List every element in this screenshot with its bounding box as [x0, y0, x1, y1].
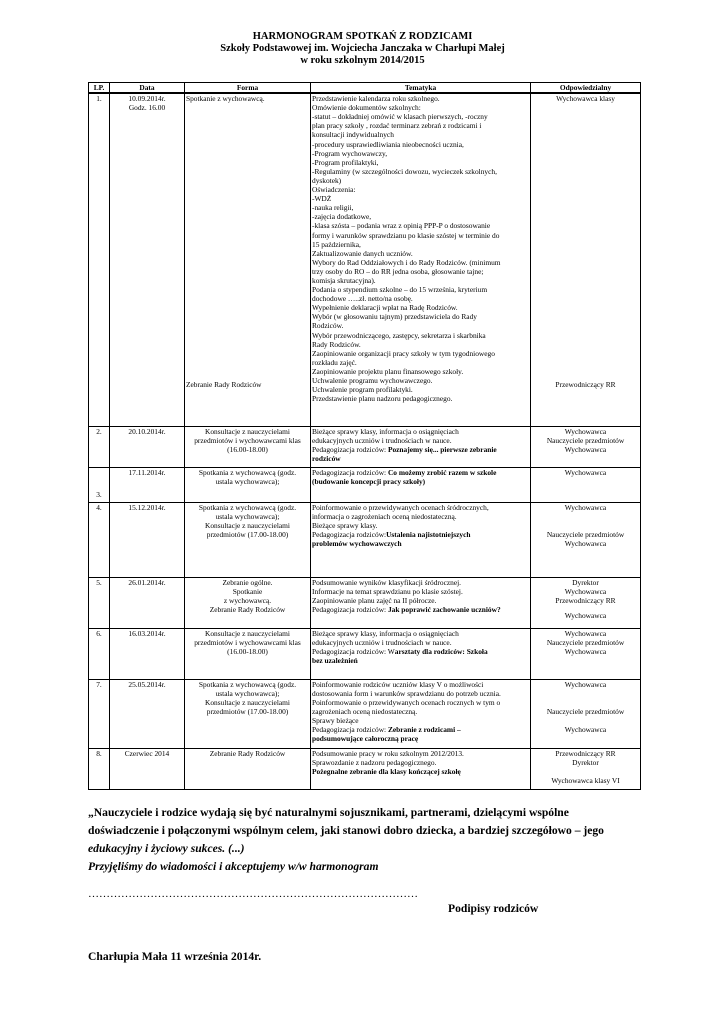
col-header-data: Data — [110, 83, 185, 94]
col-header-tematyka: Tematyka — [311, 83, 531, 94]
row-lp: 4. — [89, 502, 110, 577]
row-odpowiedzialny: Wychowawca — [531, 467, 641, 502]
row-forma: Spotkanie z wychowawcą. Zebranie Rady Rodziców — [185, 93, 311, 426]
schedule-table — [88, 82, 641, 790]
tematyka-line: Przedstawienie planu nadzoru pedagogicznego. — [312, 394, 453, 404]
tematyka-line: -klasa szósta – podania wraz z opinią PPP-P o dostosowanie — [312, 221, 491, 231]
table-row — [89, 577, 641, 628]
tematyka-line: dochodowe …..zł. netto/na osobę. — [312, 294, 413, 304]
tematyka-line: Zaopiniowanie organizacji pracy szkoły w tym tygodniowego — [312, 348, 495, 358]
tematyka-line: -Regulaminy (w szczególności dowozu, wycieczek szkolnych, — [312, 166, 497, 176]
row-lp: 7. — [89, 679, 110, 748]
school-name: Szkoły Podstawowej im. Wojciecha Janczaka w Charłupi Małej — [220, 43, 505, 54]
tematyka-line: dyskotek) — [312, 175, 342, 185]
row-date: 25.05.2014r. — [110, 679, 185, 748]
tematyka-line: Rodziców. — [312, 321, 344, 331]
acceptance-line: Przyjęliśmy do wiadomości i akceptujemy w/w harmonogram — [88, 860, 379, 873]
tematyka-line: Uchwalenie programu wychowawczego. — [312, 376, 433, 385]
tematyka-line: -nauka religii, — [312, 203, 354, 213]
document-title: HARMONOGRAM SPOTKAŃ Z RODZICAMI — [252, 31, 473, 42]
table-row — [89, 679, 641, 748]
row-lp: 8. — [89, 748, 110, 789]
tematyka-line: konsultacji indywidualnych — [312, 130, 394, 140]
tematyka-line: 15 października, — [312, 239, 361, 249]
table-row — [89, 426, 641, 467]
row-odpowiedzialny: Wychowawca Nauczyciele przedmiotów Wychowawca — [531, 502, 641, 577]
table-row — [89, 628, 641, 679]
tematyka-line: Zaktualizowanie danych uczniów. — [312, 248, 413, 258]
col-header-lp: LP. — [89, 83, 110, 94]
tematyka-line: Wybór przewodniczącego, zastępcy, sekretarza i skarbnika — [312, 330, 486, 340]
row-date: Czerwiec 2014 — [110, 748, 185, 789]
row-lp: 3. — [89, 467, 110, 502]
row-forma: Spotkania z wychowawcą (godz. ustala wychowawca); Konsultacje z nauczycielami przedmiotów (17.00-18.00) — [185, 502, 311, 577]
tematyka-line: Podania o stypendium szkolne – do 15 września, kryterium — [312, 285, 488, 295]
row-tematyka: Podsumowanie pracy w roku szkolnym 2012/2013. Sprawozdanie z nadzoru pedagogicznego. Pożegnalne zebranie dla klasy kończącej szkołę — [311, 748, 531, 789]
tematyka-line: komisja skrutacyjna). — [312, 275, 376, 285]
quote-line: doświadczenie i połączonymi wspólnym celem, jaki stanowi dobro dziecka, a bardziej szczegółowo – jego — [88, 824, 604, 837]
col-header-odpowiedzialny: Odpowiedzialny — [531, 83, 641, 94]
tematyka-line: Oświadczenia: — [312, 185, 356, 195]
row-forma: Spotkania z wychowawcą (godz. ustala wychowawca); — [185, 467, 311, 502]
row-forma: Konsultacje z nauczycielami przedmiotów i wychowawcami klas (16.00-18.00) — [185, 426, 311, 467]
tematyka-line: Wybory do Rad Oddziałowych i do Rady Rodziców. (minimum — [312, 257, 501, 267]
row-odpowiedzialny: Wychowawca Nauczyciele przedmiotów Wychowawca — [531, 679, 641, 748]
row-forma: Spotkania z wychowawcą (godz. ustala wychowawca); Konsultacje z nauczycielami przedmiotów (17.00-18.00) — [185, 679, 311, 748]
tematyka-line: -Program wychowawczy, — [312, 148, 388, 158]
row-forma: Konsultacje z nauczycielami przedmiotów i wychowawcami klas (16.00-18.00) — [185, 628, 311, 679]
tematyka-line: trzy osoby do RO – do RR jedna osoba, głosowanie tajne; — [312, 266, 484, 276]
row-lp: 1. — [89, 93, 110, 426]
tematyka-line: Zaopiniowanie projektu planu finansowego szkoły. — [312, 366, 464, 376]
col-header-forma: Forma — [185, 83, 311, 94]
row-forma: Zebranie ogólne. Spotkanie z wychowawcą. Zebranie Rady Rodziców — [185, 577, 311, 628]
row-date: 16.03.2014r. — [110, 628, 185, 679]
tematyka-line: plan pracy szkoły , rozdać terminarz zebrań z rodzicami i — [312, 121, 482, 131]
row-tematyka: Bieżące sprawy klasy, informacja o osiągnięciach edukacyjnych uczniów i trudnościach w nauce. Pedagogizacja rodziców: Warsztaty dla rodziców: Szkoła bez uzależnień — [311, 628, 531, 679]
signature-line: ……………………………………………………………………………… — [88, 888, 418, 900]
tematyka-line: -procedury usprawiedliwiania nieobecności ucznia, — [312, 139, 464, 149]
row-lp: 2. — [89, 426, 110, 467]
row-date: 26.01.2014r. — [110, 577, 185, 628]
tematyka-line: Wybór (w głosowaniu tajnym) przedstawiciela do Rady — [312, 312, 477, 322]
row-odpowiedzialny: Wychowawca klasy Przewodniczący RR — [531, 93, 641, 426]
row-odpowiedzialny: Przewodniczący RR Dyrektor Wychowawca klasy VI — [531, 748, 641, 789]
quote-line: „Nauczyciele i rodzice wydają się być naturalnymi sojusznikami, partnerami, dzielącymi wspólne — [88, 806, 569, 819]
tematyka-line: -zajęcia dodatkowe, — [312, 212, 372, 222]
quote-block — [88, 804, 648, 876]
school-year: w roku szkolnym 2014/2015 — [300, 55, 425, 66]
table-row — [89, 748, 641, 789]
table-row — [89, 93, 641, 426]
tematyka-line: Rady Rodziców. — [312, 339, 361, 349]
row-tematyka: Pedagogizacja rodziców: Co możemy zrobić razem w szkole (budowanie koncepcji pracy szkoły) — [311, 467, 531, 502]
row-odpowiedzialny: Dyrektor Wychowawca Przewodniczący RR Wychowawca — [531, 577, 641, 628]
tematyka-line: -Program profilaktyki, — [312, 157, 379, 167]
row-date: 15.12.2014r. — [110, 502, 185, 577]
row-forma: Zebranie Rady Rodziców — [185, 748, 311, 789]
signature-label: Podipisy rodziców — [448, 902, 539, 915]
table-row — [89, 502, 641, 577]
table-row — [89, 467, 641, 502]
row-odpowiedzialny: Wychowawca Nauczyciele przedmiotów Wychowawca — [531, 426, 641, 467]
row-lp: 6. — [89, 628, 110, 679]
place-date: Charłupia Mała 11 września 2014r. — [88, 950, 262, 963]
tematyka-line: Przedstawienie kalendarza roku szkolnego. — [312, 94, 440, 104]
row-date: 10.09.2014r. Godz. 16.00 — [110, 93, 185, 426]
tematyka-line: rozkładu zajęć. — [312, 357, 357, 367]
row-date: 17.11.2014r. — [110, 467, 185, 502]
row-lp: 5. — [89, 577, 110, 628]
tematyka-line: -statut – dokładniej omówić w klasach pierwszych, -roczny — [312, 112, 488, 122]
tematyka-line: Uchwalenie program profilaktyki. — [312, 385, 413, 395]
tematyka-line: -WDŻ — [312, 194, 332, 204]
quote-line: edukacyjny i życiowy sukces. (...) — [88, 842, 245, 855]
row-tematyka: Podsumowanie wyników klasyfikacji śródrocznej. Informacje na temat sprawdzianu po klasie szóstej. Zaopiniowanie planu zajęć na II półrocze. Pedagogizacja rodziców: Jak poprawić zachowanie uczniów? — [311, 577, 531, 628]
tematyka-line: Wypełnienie deklaracji wpłat na Radę Rodziców. — [312, 303, 458, 313]
row-tematyka: Poinformowanie rodziców uczniów klasy V o możliwości dostosowania form i warunków sprawdzianu do potrzeb ucznia. Poinformowanie o przewidywanych ocenach rocznych w tym o zagrożeniach oceną niedostateczną. Sprawy bieżące Pedagogizacja rodziców: Zebranie z rodzicami – podsumowujące całoroczną pracę — [311, 679, 531, 748]
row-tematyka: Bieżące sprawy klasy, informacja o osiągnięciach edukacyjnych uczniów i trudnościach w nauce. Pedagogizacja rodziców: Poznajemy się... pierwsze zebranie rodziców — [311, 426, 531, 467]
tematyka-line: Omówienie dokumentów szkolnych: — [312, 103, 421, 113]
row-tematyka — [311, 93, 531, 426]
tematyka-line: formy i warunków sprawdzianu po klasie szóstej w terminie do — [312, 230, 500, 240]
row-date: 20.10.2014r. — [110, 426, 185, 467]
row-odpowiedzialny: Wychowawca Nauczyciele przedmiotów Wychowawca — [531, 628, 641, 679]
row-tematyka: Poinformowanie o przewidywanych ocenach śródrocznych, informacja o zagrożeniach oceną niedostateczną. Bieżące sprawy klasy. Pedagogizacja rodziców:Ustalenia najistotniejszych problemów wychowawczych — [311, 502, 531, 577]
